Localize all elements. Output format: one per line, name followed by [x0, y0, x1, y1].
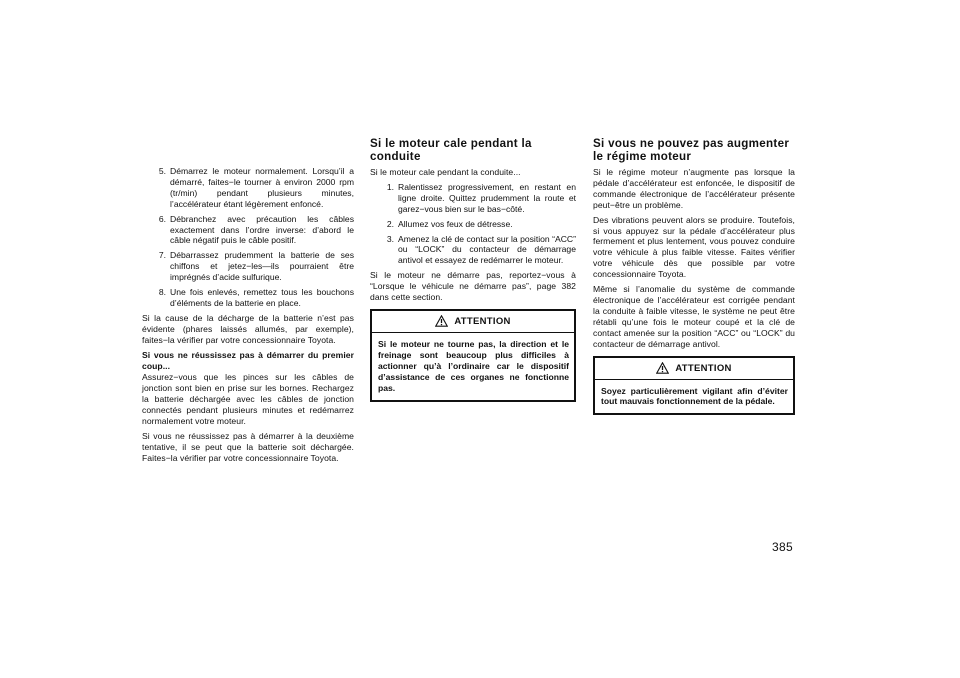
- caution-box-pedal: [593, 356, 795, 416]
- second-attempt-paragraph: Si vous ne réussissez pas à démarrer à la deuxième tentative, il se peut que la batterie soit déchargée. Faites−la vérifier par votre concessionnaire Toyota.: [142, 430, 354, 463]
- step-number: 5.: [158, 166, 166, 176]
- step-text: Débranchez avec précaution les câbles exactement dans l’ordre inverse: d’abord le câble négatif puis le câble positif.: [170, 213, 354, 246]
- caution-label: ATTENTION: [454, 315, 511, 327]
- list-item: [370, 219, 576, 230]
- no-start-reference-paragraph: Si le moteur ne démarre pas, reportez−vous à “Lorsque le véhicule ne démarre pas”, page 382 dans cette section.: [370, 270, 576, 303]
- step-number: 1.: [386, 181, 394, 192]
- list-item: [370, 182, 576, 215]
- step-number: 7.: [158, 250, 166, 261]
- left-steps-list: [142, 166, 354, 309]
- list-item: [142, 166, 354, 210]
- stall-steps-list: [370, 182, 576, 266]
- step-text: Une fois enlevés, remettez tous les bouchons d’éléments de la batterie en place.: [170, 287, 354, 308]
- rpm-paragraph-2: Des vibrations peuvent alors se produire. Toutefois, si vous appuyez sur la pédale d’accélérateur plus fermement et plus lentement, vous pouvez conduire votre véhicule à plus faible vitesse. Faites vérifier votre véhicule dès que possible par votre concessionnaire Toyota.: [593, 214, 795, 280]
- step-number: 3.: [386, 233, 394, 244]
- battery-cause-paragraph: Si la cause de la décharge de la batterie n’est pas évidente (phares laissés allumés, par exemple), faites−la vérifier par votre concessionnaire Toyota.: [142, 312, 354, 345]
- rpm-paragraph-1: Si le régime moteur n’augmente pas lorsque la pédale d’accélérateur est enfoncée, le dispositif de commande électronique de l’accélérateur présente peut−être un problème.: [593, 167, 795, 210]
- rpm-section-title: Si vous ne pouvez pas augmenter le régime moteur: [593, 137, 790, 163]
- stall-section-title: Si le moteur cale pendant la conduite: [370, 137, 532, 163]
- retry-subheading: Si vous ne réussissez pas à démarrer du premier coup...: [142, 349, 354, 371]
- warning-triangle-icon: [435, 315, 448, 327]
- caution-header: [595, 358, 793, 380]
- step-text: Allumez vos feux de détresse.: [398, 218, 513, 229]
- caution-label: ATTENTION: [675, 362, 732, 374]
- rpm-paragraph-3: Même si l’anomalie du système de commande électronique de l’accélérateur est corrigée pendant la conduite à faible vitesse, le système ne peut être rétabli qu’une fois le moteur coupé et la clé de contact amenée sur la position “ACC” ou “LOCK” du contacteur de démarrage antivol.: [593, 284, 795, 349]
- caution-text: Soyez particulièrement vigilant afin d’éviter tout mauvais fonctionnement de la pédale.: [601, 385, 788, 407]
- middle-column: [370, 137, 576, 402]
- step-text: Amenez la clé de contact sur la position “ACC” ou “LOCK” du contacteur de démarrage antivol et essayez de redémarrer le moteur.: [398, 233, 576, 266]
- step-text: Démarrez le moteur normalement. Lorsqu’il a démarré, faites−le tourner à environ 2000 rpm (tr/min) pendant plusieurs minutes, l’accélérateur étant légèrement enfoncé.: [170, 166, 354, 209]
- step-number: 6.: [158, 213, 166, 224]
- page-number: 385: [772, 540, 793, 554]
- caution-box-steering: [370, 309, 576, 402]
- right-column: [593, 137, 795, 415]
- step-text: Débarrassez prudemment la batterie de ses chiffons et jetez−les—ils pourraient être imprégnés d’acide sulfurique.: [170, 250, 354, 283]
- caution-header: [372, 311, 574, 333]
- list-item: [370, 234, 576, 267]
- caution-text: Si le moteur ne tourne pas, la direction et le freinage sont beaucoup plus difficiles à actionner qu’à l’ordinaire car le dispositif d’assistance de ces organes ne fonctionne pas.: [378, 338, 569, 393]
- list-item: [142, 214, 354, 247]
- list-item: [142, 287, 354, 309]
- warning-triangle-icon: [656, 362, 669, 374]
- left-column: [142, 166, 354, 468]
- clamps-paragraph: Assurez−vous que les pinces sur les câbles de jonction sont bien en prise sur les bornes. Rechargez la batterie déchargée avec les câbles de jonction connectés pendant plusieurs minutes et redémarrez normalement votre moteur.: [142, 372, 354, 427]
- stall-intro: Si le moteur cale pendant la conduite...: [370, 167, 521, 177]
- step-text: Ralentissez progressivement, en restant en ligne droite. Quittez prudemment la route et garez−vous bien sur le bas−côté.: [398, 181, 576, 214]
- list-item: [142, 250, 354, 283]
- step-number: 2.: [386, 218, 394, 229]
- step-number: 8.: [158, 287, 166, 298]
